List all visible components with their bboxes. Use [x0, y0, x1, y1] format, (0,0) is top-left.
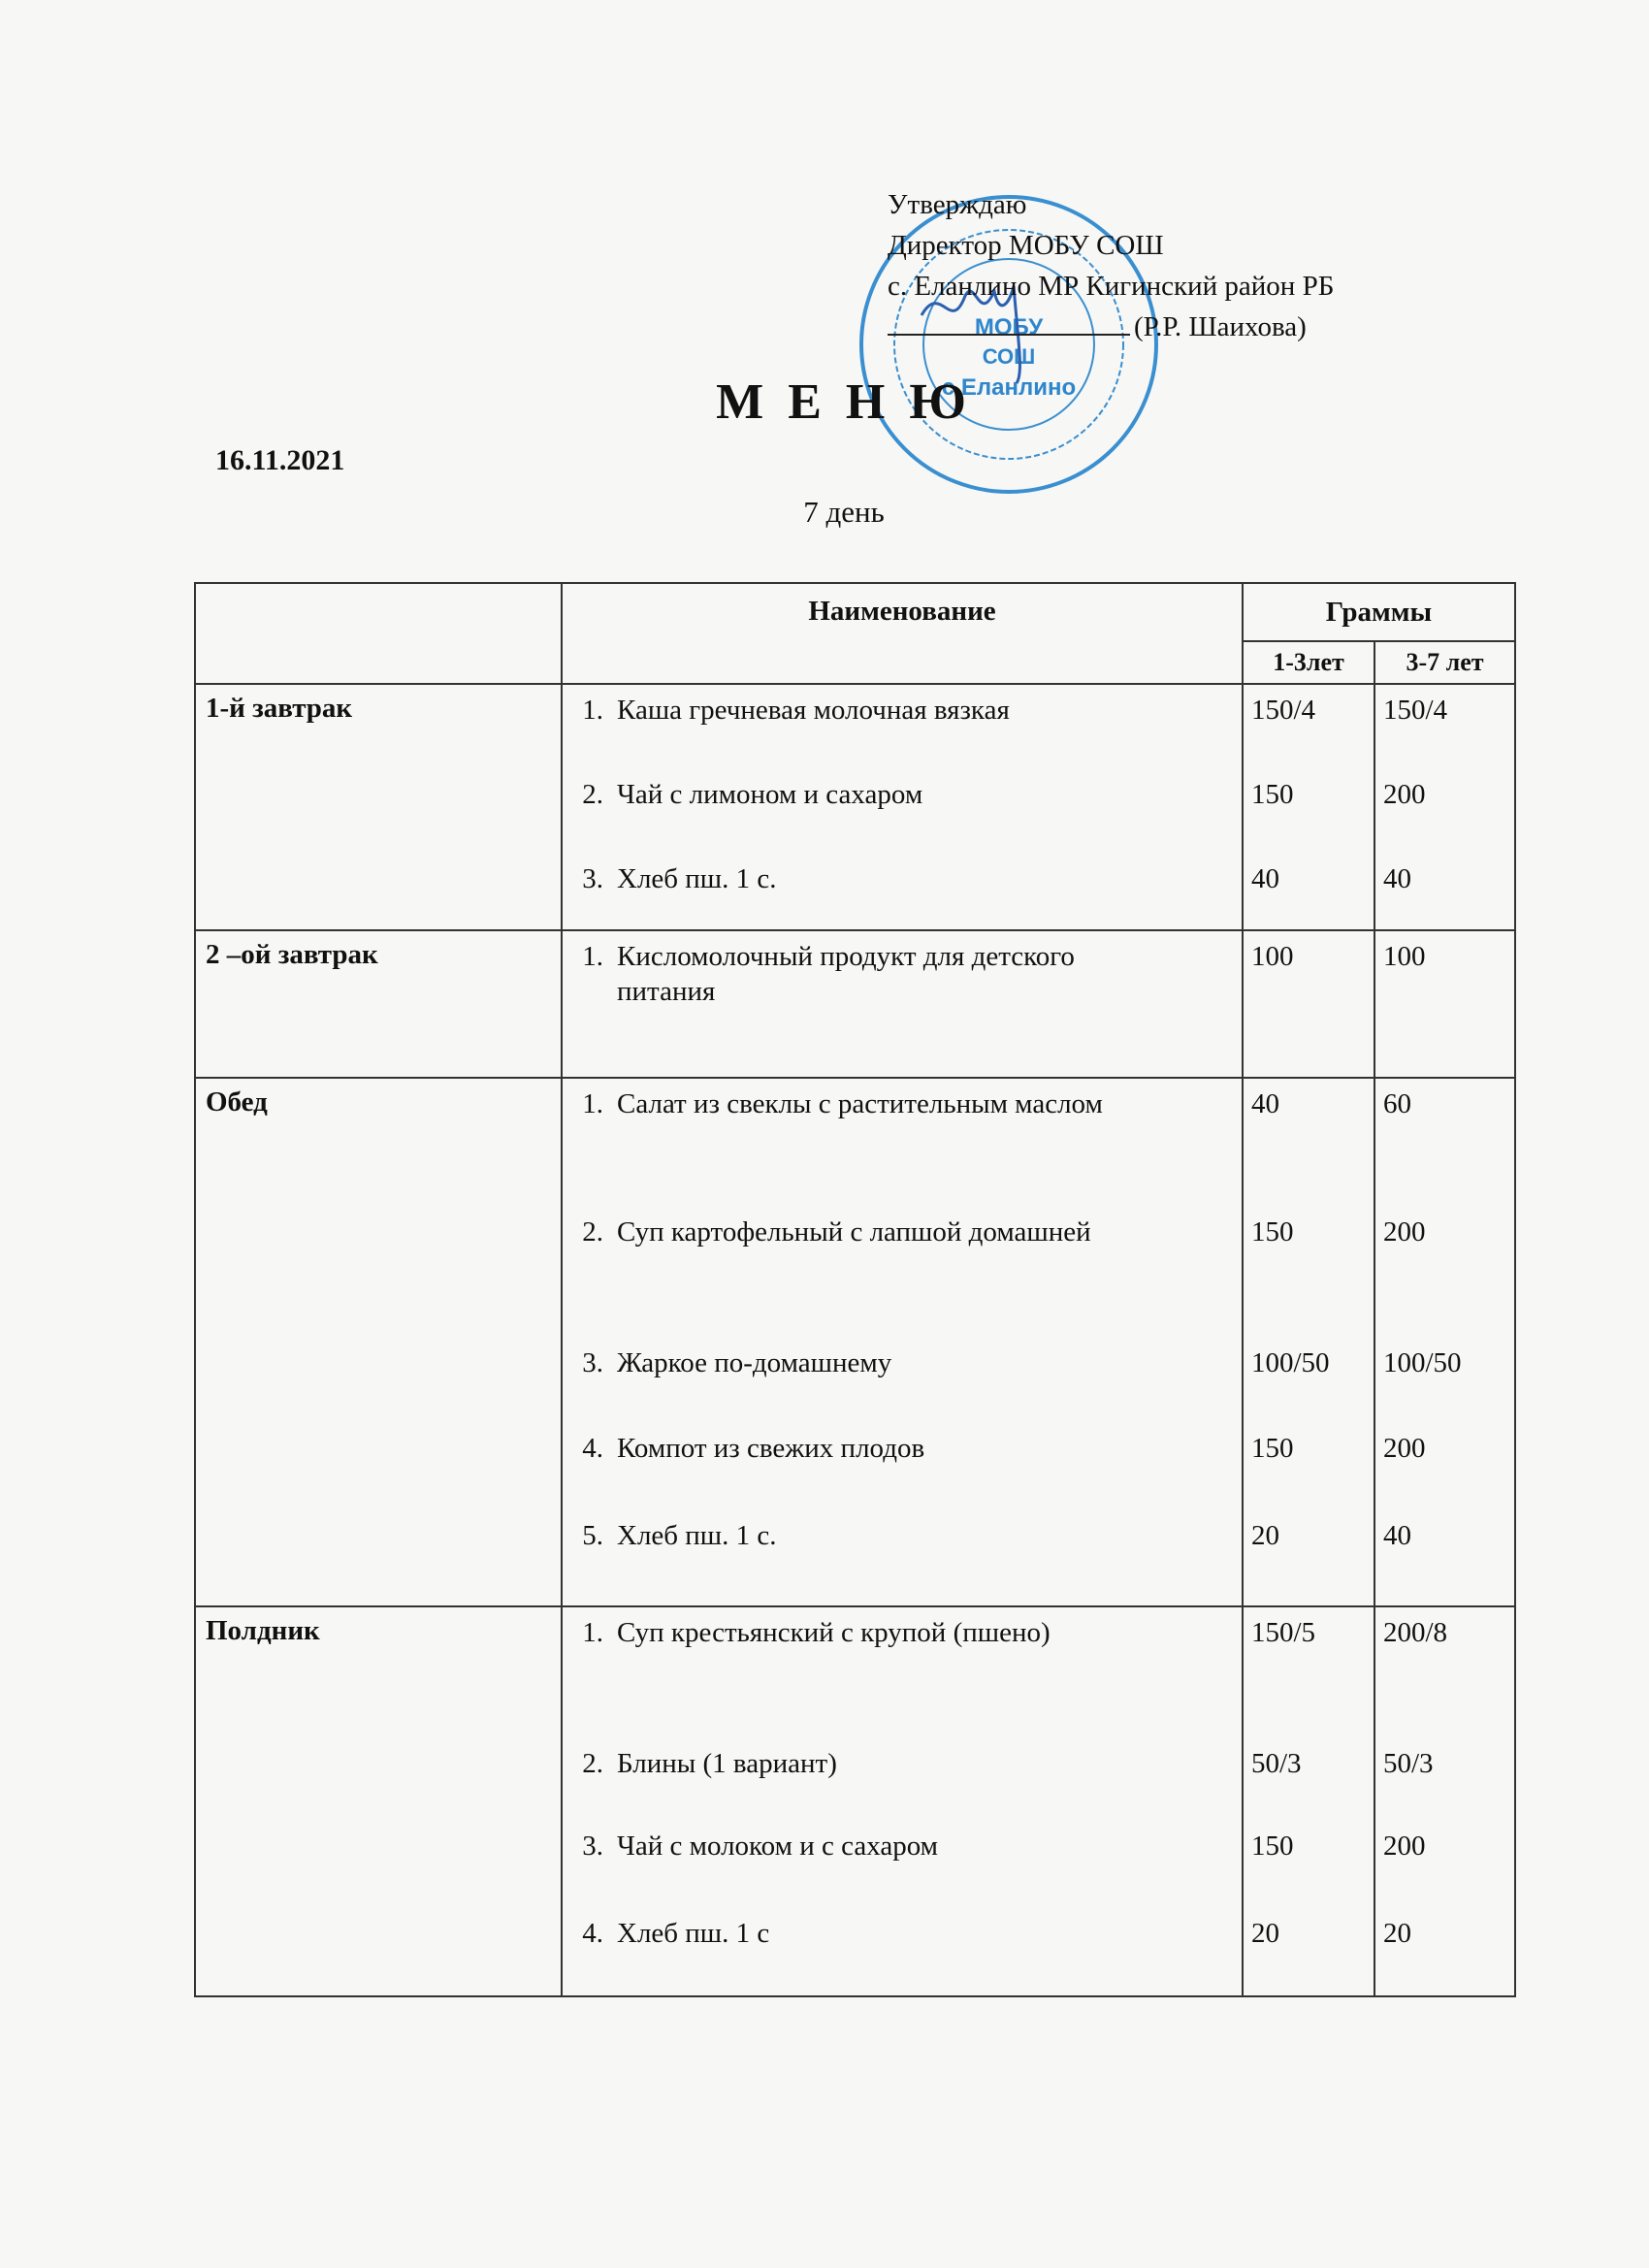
grams-1-3: 150/5 — [1251, 1617, 1316, 1648]
grams-3-7: 60 — [1383, 1088, 1411, 1119]
dish-item — [563, 769, 1242, 854]
dish-cell — [562, 930, 1243, 1078]
dish-number: 2. — [582, 779, 603, 810]
dish-number: 1. — [582, 695, 603, 726]
approval-line-2: Директор МОБУ СОШ — [888, 230, 1164, 261]
grams-3-7: 50/3 — [1383, 1748, 1434, 1779]
stamp-text-1: МОБУ — [974, 314, 1044, 340]
grams-3-7: 200 — [1383, 1831, 1426, 1862]
header-grams: Граммы — [1243, 583, 1515, 641]
dish-number: 1. — [582, 1617, 603, 1648]
grams-1-3: 20 — [1251, 1520, 1279, 1551]
dish-number: 5. — [582, 1520, 603, 1551]
header-age-3-7: 3-7 лет — [1374, 641, 1515, 684]
dish-item — [563, 1738, 1242, 1821]
dish-item — [563, 854, 1242, 929]
meal-section-row — [195, 1606, 1515, 1996]
signature-line — [888, 307, 1130, 336]
dish-number: 3. — [582, 1347, 603, 1378]
approval-line-1: Утверждаю — [888, 189, 1027, 220]
grams-1-3: 100 — [1251, 941, 1294, 972]
grams-cell — [1374, 684, 1515, 930]
page-title: М Е Н Ю — [716, 374, 972, 430]
dish-name: Салат из свеклы с растительным маслом — [617, 1088, 1103, 1119]
dish-item — [563, 685, 1242, 769]
dish-name: Хлеб пш. 1 с — [617, 1918, 770, 1949]
dish-name: Блины (1 вариант) — [617, 1748, 837, 1779]
grams-cell — [1374, 1078, 1515, 1606]
dish-item — [563, 1510, 1242, 1605]
grams-cell — [1243, 1078, 1374, 1606]
dish-name: Кисломолочный продукт для детского питания — [617, 941, 1075, 1007]
approval-block — [888, 184, 1334, 347]
grams-1-3: 150 — [1251, 779, 1294, 810]
approval-line-3: с. Еланлино МР Кигинский район РБ — [888, 271, 1335, 302]
meal-name: 1-й завтрак — [195, 684, 562, 930]
dish-cell — [562, 1078, 1243, 1606]
dish-item — [563, 1908, 1242, 1995]
meal-name: Обед — [195, 1078, 562, 1606]
grams-cell — [1243, 1606, 1374, 1996]
dish-number: 2. — [582, 1748, 603, 1779]
dish-number: 4. — [582, 1433, 603, 1464]
header-age-1-3: 1-3лет — [1243, 641, 1374, 684]
dish-name: Хлеб пш. 1 с. — [617, 863, 777, 894]
dish-item — [563, 1423, 1242, 1510]
grams-1-3: 150 — [1251, 1433, 1294, 1464]
header-name: Наименование — [562, 583, 1243, 684]
menu-table — [194, 582, 1516, 1997]
dish-item — [563, 931, 1242, 1077]
grams-1-3: 100/50 — [1251, 1347, 1330, 1378]
meal-section-row — [195, 1078, 1515, 1606]
grams-1-3: 150/4 — [1251, 695, 1316, 726]
dish-cell — [562, 1606, 1243, 1996]
dish-number: 1. — [582, 941, 603, 972]
meal-section-row — [195, 930, 1515, 1078]
grams-3-7: 200 — [1383, 1433, 1426, 1464]
menu-date: 16.11.2021 — [215, 444, 345, 476]
dish-name: Каша гречневая молочная вязкая — [617, 695, 1010, 726]
dish-name: Суп крестьянский с крупой (пшено) — [617, 1617, 1051, 1648]
grams-1-3: 20 — [1251, 1918, 1279, 1949]
grams-cell — [1243, 684, 1374, 930]
dish-name: Компот из свежих плодов — [617, 1433, 925, 1464]
grams-3-7: 40 — [1383, 1520, 1411, 1551]
grams-3-7: 40 — [1383, 863, 1411, 894]
grams-3-7: 150/4 — [1383, 695, 1448, 726]
meal-name: Полдник — [195, 1606, 562, 1996]
dish-name: Жаркое по-домашнему — [617, 1347, 892, 1378]
dish-name: Суп картофельный с лапшой домашней — [617, 1216, 1091, 1247]
grams-1-3: 150 — [1251, 1216, 1294, 1247]
grams-3-7: 200 — [1383, 779, 1426, 810]
grams-3-7: 100 — [1383, 941, 1426, 972]
dish-item — [563, 1607, 1242, 1738]
grams-3-7: 200 — [1383, 1216, 1426, 1247]
dish-number: 3. — [582, 1831, 603, 1862]
grams-cell — [1243, 930, 1374, 1078]
grams-cell — [1374, 1606, 1515, 1996]
grams-3-7: 20 — [1383, 1918, 1411, 1949]
grams-1-3: 40 — [1251, 1088, 1279, 1119]
dish-name: Чай с молоком и с сахаром — [617, 1831, 938, 1862]
grams-cell — [1374, 930, 1515, 1078]
dish-number: 3. — [582, 863, 603, 894]
grams-1-3: 50/3 — [1251, 1748, 1302, 1779]
meal-name: 2 –ой завтрак — [195, 930, 562, 1078]
stamp-text-3: с.Еланлино — [941, 374, 1077, 401]
dish-name: Чай с лимоном и сахаром — [617, 779, 923, 810]
grams-3-7: 200/8 — [1383, 1617, 1448, 1648]
menu-day: 7 день — [803, 495, 885, 529]
approval-signer: (Р.Р. Шаихова) — [1134, 311, 1307, 342]
grams-1-3: 40 — [1251, 863, 1279, 894]
grams-3-7: 100/50 — [1383, 1347, 1462, 1378]
dish-cell — [562, 684, 1243, 930]
stamp-text-2: СОШ — [982, 344, 1036, 369]
dish-item — [563, 1207, 1242, 1338]
grams-1-3: 150 — [1251, 1831, 1294, 1862]
header-empty — [195, 583, 562, 684]
dish-item — [563, 1338, 1242, 1423]
dish-number: 4. — [582, 1918, 603, 1949]
dish-item — [563, 1079, 1242, 1207]
dish-number: 1. — [582, 1088, 603, 1119]
meal-section-row — [195, 684, 1515, 930]
dish-item — [563, 1821, 1242, 1908]
dish-name: Хлеб пш. 1 с. — [617, 1520, 777, 1551]
dish-number: 2. — [582, 1216, 603, 1247]
